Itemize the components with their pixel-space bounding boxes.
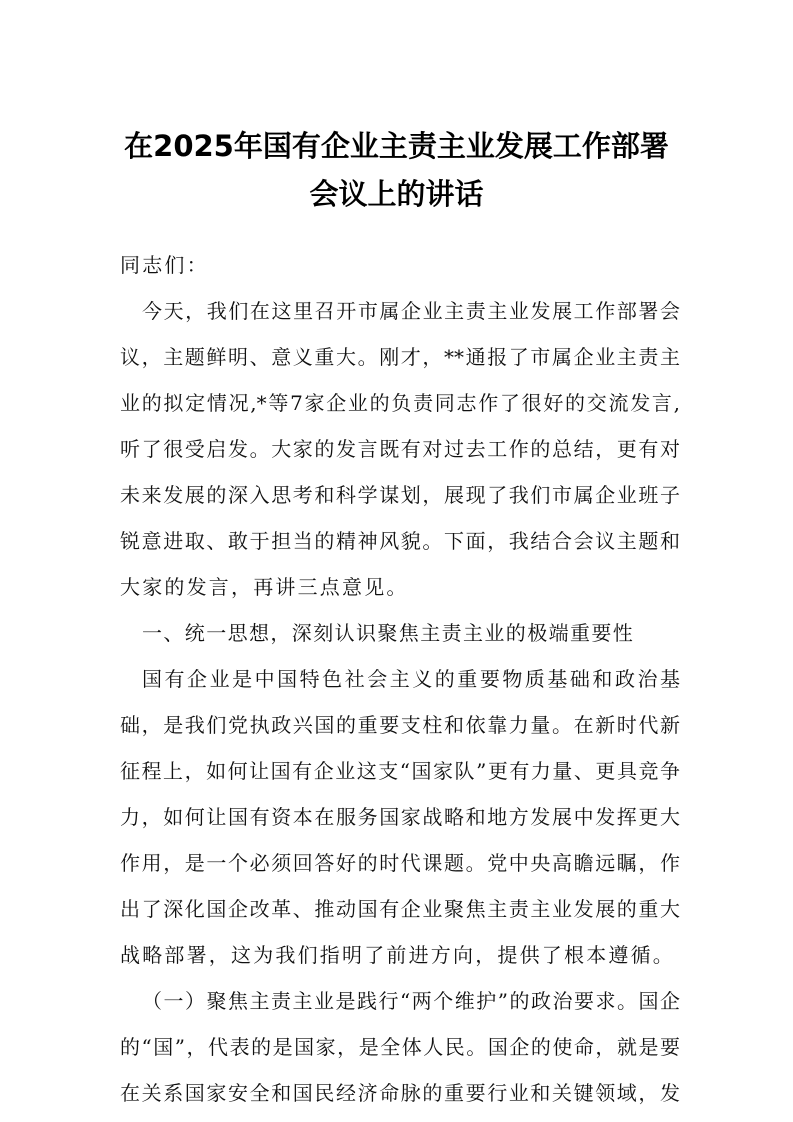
subsection-heading-line: （一）聚焦主责主业是践行“两个维护”的政治要求。国企 xyxy=(142,989,680,1013)
paragraph-line: 锐意进取、敢于担当的精神风貌。下面，我结合会议主题和 xyxy=(120,529,680,553)
document-title-line-2: 会议上的讲话 xyxy=(309,177,484,211)
paragraph-line: 今天，我们在这里召开市属企业主责主业发展工作部署会 xyxy=(142,299,680,323)
paragraph-line: 出了深化国企改革、推动国有企业聚焦主责主业发展的重大 xyxy=(120,897,680,921)
paragraph-line: 础，是我们党执政兴国的重要支柱和依靠力量。在新时代新 xyxy=(120,713,680,737)
paragraph-line: 力，如何让国有资本在服务国家战略和地方发展中发挥更大 xyxy=(120,805,680,829)
paragraph-line: 大家的发言，再讲三点意见。 xyxy=(120,575,409,599)
paragraph-line: 战略部署，这为我们指明了前进方向，提供了根本遵循。 xyxy=(120,943,675,967)
paragraph-line: 征程上，如何让国有企业这支“国家队”更有力量、更具竞争 xyxy=(120,759,680,783)
paragraph-line: 国有企业是中国特色社会主义的重要物质基础和政治基 xyxy=(142,667,680,691)
paragraph-line: 未来发展的深入思考和科学谋划，展现了我们市属企业班子 xyxy=(120,483,680,507)
paragraph-line: 在关系国家安全和国民经济命脉的重要行业和关键领域，发 xyxy=(120,1081,680,1105)
document-title-line-1: 在2025年国有企业主责主业发展工作部署 xyxy=(124,129,669,163)
paragraph-line: 业的拟定情况,*等7家企业的负责同志作了很好的交流发言, xyxy=(120,391,680,415)
paragraph-line: 作用，是一个必须回答好的时代课题。党中央高瞻远瞩，作 xyxy=(120,851,680,875)
section-heading: 一、统一思想，深刻认识聚焦主责主业的极端重要性 xyxy=(142,621,635,645)
salutation: 同志们： xyxy=(120,253,209,277)
paragraph-line: 议，主题鲜明、意义重大。刚才，**通报了市属企业主责主 xyxy=(120,345,680,369)
paragraph-line: 听了很受启发。大家的发言既有对过去工作的总结，更有对 xyxy=(120,437,680,461)
paragraph-line: 的“国”，代表的是国家，是全体人民。国企的使命，就是要 xyxy=(120,1035,680,1059)
